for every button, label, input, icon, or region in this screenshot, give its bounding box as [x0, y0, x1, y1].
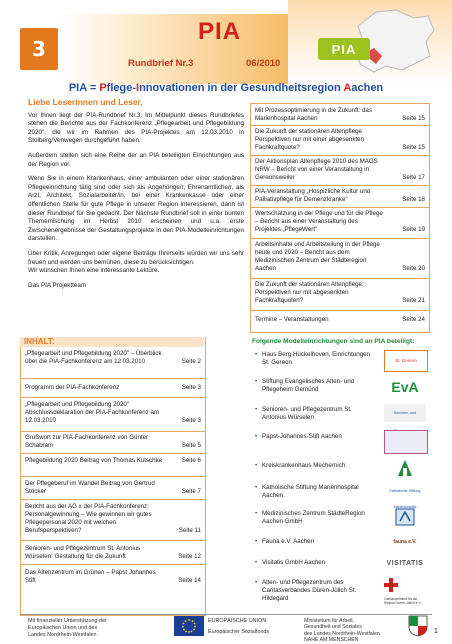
- intro-letter: [28, 98, 244, 296]
- bullet-icon: •: [255, 579, 258, 586]
- footer-divider: [20, 614, 432, 615]
- toc-item-page: Seite 17: [402, 174, 425, 181]
- eva-logo: EvA: [391, 379, 419, 395]
- institution-item: [255, 538, 374, 546]
- institution-name: Papst-Johannes-Stift Aachen: [262, 433, 342, 440]
- eu-flag-icon: [174, 616, 204, 636]
- institution-item: [255, 378, 374, 394]
- toc-item-title: PIA-Veranstaltung „Hospizliche Kultur und Palliativpflege für Demenzkranke“: [255, 188, 371, 203]
- inhalt-item[interactable]: [25, 480, 201, 496]
- toc-item[interactable]: [255, 188, 425, 204]
- inhalt-item[interactable]: [25, 401, 201, 425]
- divider: [251, 125, 429, 126]
- greeting: Liebe Leserinnen und Leser,: [28, 97, 143, 107]
- title-part: nnovationen in der Gesundheitsregion: [139, 82, 344, 94]
- fauna-logo: fauna e.V.: [393, 539, 417, 545]
- inhalt-item[interactable]: [25, 434, 201, 450]
- divider: [21, 453, 205, 454]
- mz-icon: [384, 506, 426, 528]
- divider: [21, 397, 205, 398]
- bullet-icon: •: [255, 351, 258, 358]
- institution-item: [255, 510, 374, 526]
- title-part: PIA =: [68, 82, 100, 94]
- institution-name: Stiftung Evangelisches Alten- und Pflegeheim Gemünd: [262, 378, 355, 393]
- toc-item-title: Der Aktionsplan Altenpflege 2010 des MAGS NRW – Bericht von einer Veranstaltung in Gereonsweiler: [255, 158, 378, 181]
- institution-name: Haus Berg Hückelhoven, Einrichtungen St. Gereon: [262, 351, 371, 366]
- papst-johannes-logo: [384, 430, 428, 454]
- divider: [251, 238, 429, 239]
- inhalt-item-title: Pflegebildung 2020 Beitrag von Thomas Kutschke: [25, 457, 163, 464]
- issue-date: 06/2010: [246, 58, 281, 69]
- inhalt-item[interactable]: [25, 457, 201, 465]
- bullet-icon: •: [255, 462, 258, 469]
- intro-paragraph: Über Kritik, Anregungen oder eigene Beiträge Ihrerseits würden wir uns sehr freuen und werden uns bemühen, diese zu berücksichtigen. Wir wünschen Ihnen eine interessante Lektüre.: [28, 249, 244, 275]
- toc-continued: [250, 103, 430, 333]
- institution-item: [255, 484, 374, 500]
- eu-union-label: EUROPÄISCHE UNION: [208, 618, 267, 624]
- divider: [21, 431, 205, 432]
- eu-fund-label: Europäischer Sozialfonds: [208, 629, 270, 635]
- bullet-icon: •: [255, 559, 258, 566]
- pia-logo: PIA: [318, 38, 370, 60]
- intro-signature: Das PIA Projektteam: [28, 281, 87, 289]
- visitatis-logo: VISITATIS: [386, 560, 424, 567]
- bullet-icon: •: [255, 378, 258, 385]
- inhalt-heading: INHALT:: [24, 337, 55, 346]
- main-title: [0, 82, 452, 94]
- inhalt-item-page: Seite 2: [181, 358, 201, 365]
- inhalt-item-title: Das Altenzentrum im Grünen – Papst Johannes Stift: [25, 569, 156, 584]
- toc-item-title: Arbeitsinhalte und Arbeitsteilung in der Pflege heute und 2020 – Bericht aus dem Medizinischen Zentrum der Städteregion Aachen: [255, 241, 380, 272]
- toc-item-page: Seite 24: [402, 316, 425, 323]
- inhalt-item[interactable]: [25, 384, 201, 392]
- toc-item-page: Seite 15: [402, 144, 425, 151]
- title-part-letter-a: A: [343, 82, 352, 94]
- institution-item: [255, 351, 374, 367]
- toc-item[interactable]: [255, 281, 425, 305]
- bullet-icon: •: [255, 510, 258, 517]
- divider: [251, 185, 429, 186]
- institution-item: [255, 433, 374, 441]
- inhalt-item-page: Seite 7: [181, 488, 201, 495]
- antonius-logo: Senioren- und: [384, 404, 426, 422]
- institution-item: [255, 406, 374, 422]
- toc-item[interactable]: [255, 107, 425, 123]
- toc-item[interactable]: [255, 158, 425, 182]
- inhalt-item-page: Seite 12: [178, 553, 201, 560]
- divider: [21, 540, 205, 541]
- inhalt-item-page: Seite 3: [181, 417, 201, 424]
- inhalt-item-page: Seite 11: [178, 527, 201, 534]
- divider: [251, 310, 429, 311]
- divider: [21, 378, 205, 379]
- kreiskrankenhaus-logo: [384, 456, 426, 478]
- inhalt-item[interactable]: [25, 545, 201, 561]
- toc-item-page: Seite 15: [402, 115, 425, 122]
- header-band: [60, 14, 288, 84]
- intro-paragraph: Wenn Sie in einem Krankenhaus, einer ambulanten oder einer stationären Pflegeeinrichtung tätig sind oder sich als Angehörige/r, Ehrenamtliche/r, als Arzt, Architekt, Sozialarbeiter/in, bei einer Krankenkasse oder einer öffentlichen Stelle für gute Pflege in unserer Region interessieren, dann ist dieser Rundbrief für Sie gedacht. Der Nächste Rundbrief soll in einer bunten Thememischung im Herbst 2010 erscheinen und u.a. erste Zwischenergebnisse der Gestaltungsprojekte in den PIA-Modelleinrichtungen darstellen.: [28, 175, 244, 243]
- intro-paragraph: Vor Ihnen liegt der PIA-Rundbrief Nr.3. Im Mittelpunkt dieses Rundbriefes stehen die Berichte aus der Fachkonferenz „Pflegearbeit und Pflegebildung 2020“, die wir im Rahmen des PIA-Projektes am 12.03.2010 in Stolberg/Venwegen durchgeführt haben.: [28, 111, 244, 145]
- inhalt-item-page: Seite 6: [181, 457, 201, 464]
- divider: [21, 564, 205, 565]
- toc-item[interactable]: [255, 210, 425, 234]
- toc-item-title: Die Zukunft der stationären Altenpflege: Perspektiven nur mit abgesenkten Fachkraftquoten?: [255, 281, 364, 304]
- toc-item-title: Mit Prozessoptimierung in die Zukunft: das Marienhospital Aachen: [255, 107, 372, 122]
- inhalt-item-title: Grußwort zur PIA-Fachkonferenz von Günter Schabram: [25, 434, 149, 449]
- page-number: 1: [434, 628, 438, 635]
- inhalt-item[interactable]: [25, 350, 201, 366]
- toc-item-page: Seite 21: [402, 297, 425, 304]
- medizinisches-zentrum-logo: [384, 506, 426, 528]
- institution-name: Alten- und Pflegezentrum des Caritasverbandes Düren-Jülich St. Hildegard: [262, 579, 357, 602]
- toc-item-page: Seite 18: [402, 196, 425, 203]
- rundbrief-label: Rundbrief Nr.3: [128, 58, 194, 69]
- inhalt-item-page: Seite 5: [181, 442, 201, 449]
- divider: [251, 155, 429, 156]
- caritas-logo-text: Caritasverband für die Region Düren-Jülich e.V.: [384, 597, 422, 605]
- ministry-label: Ministerium für Arbeit, Gesundheit und Soziales des Landes Nordrhein-Westfalen NAHE AM MENSCHEN: [304, 618, 380, 644]
- divider: [21, 499, 205, 500]
- page-title: PIA: [198, 18, 242, 45]
- st-gereon-logo: St. Gereon: [384, 350, 428, 372]
- hospital-icon: [384, 456, 426, 478]
- divider: [251, 207, 429, 208]
- inhalt-item-title: Senioren- und Pflegezentrum St. Antonius Würselen: Gestaltung für die Zukunft: [25, 545, 141, 560]
- toc-item[interactable]: [255, 241, 425, 273]
- institution-name: Visitatis GmbH Aachen: [262, 559, 326, 566]
- toc-item-page: Seite 20: [402, 265, 425, 272]
- toc-item-title: Die Zukunft der stationären Altenpflege Perspektiven nur mit einer abgesenkten Fachkraftquote?: [255, 128, 365, 151]
- bullet-icon: •: [255, 484, 258, 491]
- inhalt-item-title: „Pflegearbeit und Pflegebildung 2020“ Abschlussdeklaration der PIA-Fachkonferenz am 12.03.2010: [25, 401, 160, 424]
- title-part-letter-i: I: [136, 82, 140, 94]
- marienhospital-logo: Katholische Stiftung Marienhospital: [389, 489, 421, 509]
- institution-item: [255, 559, 374, 567]
- funding-note: Mit finanzieller Unterstützung der Europäischen Union und des Landes Nordrhein-Westfalen: [28, 618, 107, 638]
- toc-item-page: Seite 19: [402, 226, 425, 233]
- institution-name: Senioren- und Pflegezentrum St. Antonius Würselen: [262, 406, 352, 421]
- inhalt-item-page: Seite 14: [178, 577, 201, 584]
- institution-name: Katholische Stiftung Marienhospital Aachen: [262, 484, 359, 499]
- institution-name: Medizinisches Zentrum StädteRegion Aachen GmbH: [262, 510, 365, 525]
- toc-item[interactable]: [255, 316, 425, 324]
- inhalt-item-page: Seite 3: [181, 384, 201, 391]
- intro-paragraph: Außerdem stellen sich eine Reihe der an PIA beteiligten Einrichtungen aus der Region vor.: [28, 151, 244, 168]
- institution-item: [255, 579, 374, 603]
- divider: [251, 278, 429, 279]
- institutions-heading: Folgende Modelleinrichtungen sind an PIA beteiligt:: [252, 338, 415, 345]
- title-part: flege-: [106, 82, 136, 94]
- bullet-icon: •: [255, 406, 258, 413]
- toc-item[interactable]: [255, 128, 425, 152]
- inhalt-item-title: Programm der PIA-Fachkonferenz: [25, 384, 120, 391]
- toc-item-title: Wertschätzung in der Pflege und für die Pflege – Bericht aus einer Veranstaltung des Projektes „PflegeWert“: [255, 210, 383, 233]
- institution-item: [255, 462, 374, 470]
- inhalt-item-title: Der Pflegeberuf im Wandel Beitrag von Gertrud Stöcker: [25, 480, 155, 495]
- divider: [21, 476, 205, 477]
- toc-item-title: Termine – Veranstaltungen: [255, 316, 329, 323]
- institution-name: Kreiskrankenhaus Mechernich: [262, 462, 346, 469]
- bullet-icon: •: [255, 433, 258, 440]
- inhalt-box: [20, 337, 206, 616]
- inhalt-item[interactable]: [25, 503, 201, 535]
- institution-name: Fauna e.V. Aachen: [262, 538, 315, 545]
- inhalt-item-title: „Pflegearbeit und Pflegebildung 2020“ – Überblick über die PIA-Fachkonferenz am 12.03.2010: [25, 350, 162, 365]
- title-part-letter-p: P: [99, 82, 107, 94]
- nrw-coat-of-arms-icon: [408, 615, 428, 637]
- inhalt-item[interactable]: [25, 569, 201, 585]
- title-part: achen: [351, 82, 384, 94]
- issue-number: 3: [20, 28, 58, 70]
- caritas-logo: [384, 578, 426, 606]
- bullet-icon: •: [255, 538, 258, 545]
- inhalt-item-title: Bericht aus der AG x der PIA-Fachkonferenz: Personalgewinnung – Wie gewinnen wir gutes Pflegepersonal 2020 mit welchen Berufsperspektiven?: [25, 503, 152, 534]
- caritas-cross-icon: [384, 578, 398, 592]
